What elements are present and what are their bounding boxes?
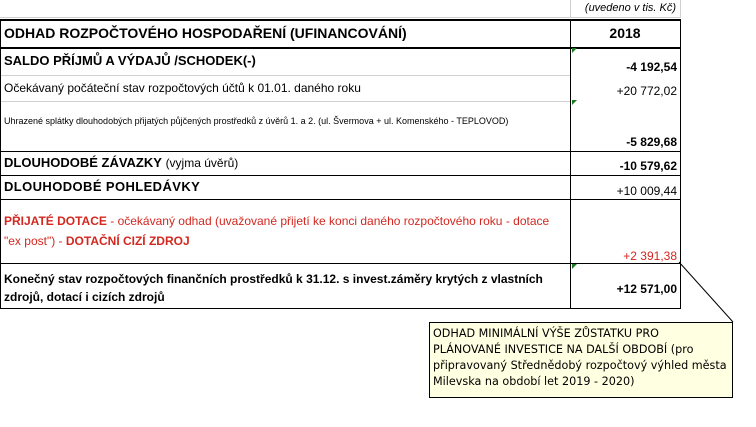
- saldo-label: SALDO PŘÍJMŮ A VÝDAJŮ /SCHODEK(-): [4, 53, 256, 68]
- grants-value[interactable]: +2 391,38: [623, 249, 677, 263]
- final-state-label: Konečný stav rozpočtových finančních prostředků k 31.12. s invest.záměry krytých z vlastních zdrojů, dotací i cizích zdrojů: [4, 272, 543, 304]
- receivables-value[interactable]: +10 009,44: [616, 184, 677, 198]
- liabilities-label: DLOUHODOBÉ ZÁVAZKY: [4, 155, 162, 170]
- cell-comment-box[interactable]: ODHAD MINIMÁLNÍ VÝŠE ZŮSTATKU PRO PLÁNOVANÉ INVESTICE NA DALŠÍ OBDOBÍ (pro připravovaný Střednědobý rozpočtový výhled města Milevska na období let 2019 - 2020): [429, 322, 733, 398]
- liabilities-value[interactable]: -10 579,62: [619, 159, 677, 173]
- receivables-label: DLOUHODOBÉ POHLEDÁVKY: [4, 179, 201, 194]
- initial-state-label: Očekávaný počáteční stav rozpočtových účtů k 01.01. daného roku: [4, 81, 361, 95]
- year-header: 2018: [609, 25, 641, 41]
- repayments-label: Uhrazené splátky dlouhodobých přijatých půjčených prostředků z úvěrů 1. a 2. (ul. Švermova + ul. Komenského - TEPLOVOD): [4, 116, 509, 126]
- units-note: (uvedeno v tis. Kč): [584, 2, 676, 14]
- saldo-value[interactable]: -4 192,54: [626, 60, 677, 74]
- grants-label-text: - očekávaný odhad (uvažované přijetí ke konci daného rozpočtového roku - dotace "ex post") -: [4, 214, 550, 248]
- grants-label-bold: PŘIJATÉ DOTACE: [4, 214, 107, 228]
- repayments-value[interactable]: -5 829,68: [626, 135, 677, 149]
- grants-label-tail: DOTAČNÍ CIZÍ ZDROJ: [65, 234, 190, 248]
- initial-state-value[interactable]: +20 772,02: [616, 84, 677, 98]
- sheet-title: ODHAD ROZPOČTOVÉHO HOSPODAŘENÍ (UFINANCOVÁNÍ): [4, 25, 407, 41]
- liabilities-note: (vyjma úvěrů): [165, 156, 239, 170]
- final-state-value[interactable]: +12 571,00: [616, 282, 677, 296]
